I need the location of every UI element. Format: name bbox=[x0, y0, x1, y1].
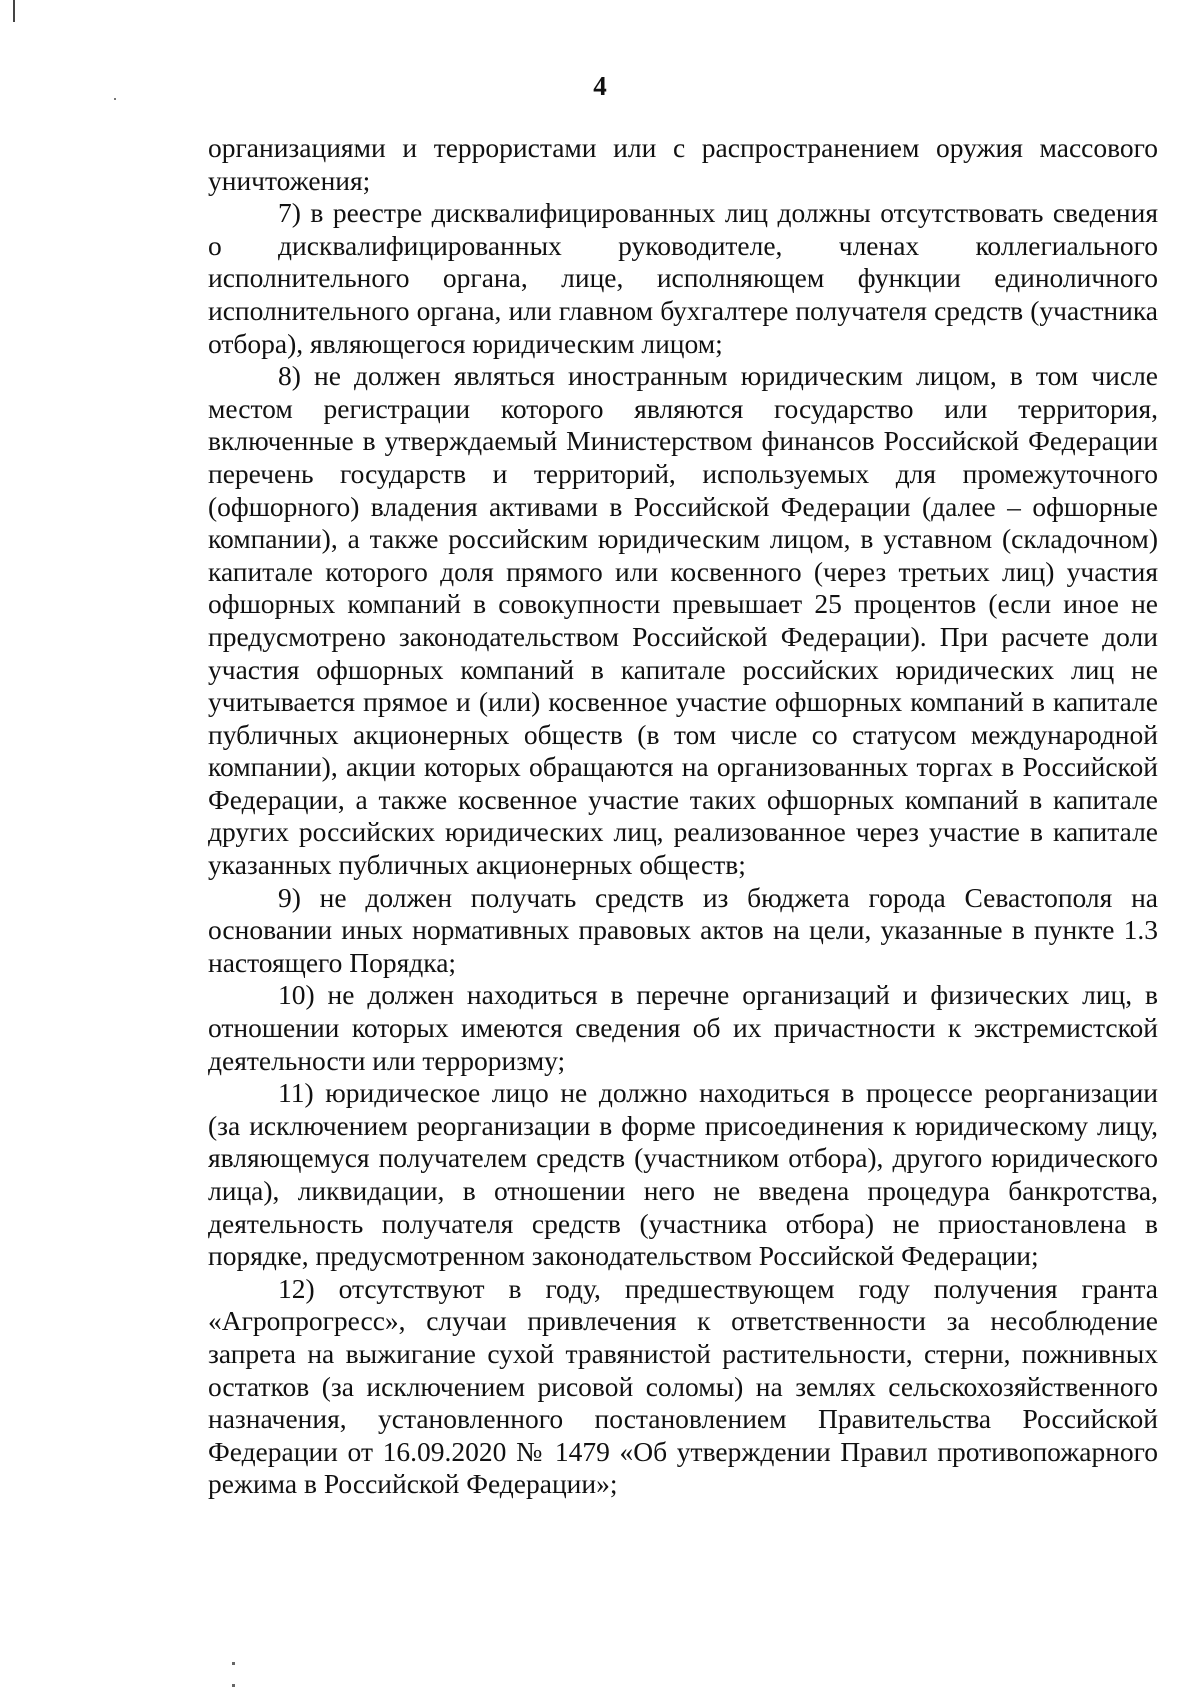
paragraph-item-7: 7) в реестре дисквалифицированных лиц должны отсутствовать сведения о дисквалифицированных руководителе, членах коллегиального исполнительного органа, лице, исполняющем функции единоличного исполнительного органа, или главном бухгалтере получателя средств (участника отбора), являющегося юридическим лицом; bbox=[208, 197, 1158, 359]
paragraph-item-11: 11) юридическое лицо не должно находиться в процессе реорганизации (за исключением реорганизации в форме присоединения к юридическому лицу, являющемуся получателем средств (участником отбора), другого юридического лица), ликвидации, в отношении него не введена процедура банкротства, деятельность получателя средств (участника отбора) не приостановлена в порядке, предусмотренном законодательством Российской Федерации; bbox=[208, 1077, 1158, 1272]
document-body bbox=[208, 132, 1158, 1501]
scan-edge-mark bbox=[13, 0, 15, 22]
scan-speck bbox=[232, 1662, 235, 1665]
scan-speck bbox=[232, 1684, 235, 1687]
paragraph-item-12: 12) отсутствуют в году, предшествующем году получения гранта «Агропрогресс», случаи привлечения к ответственности за несоблюдение запрета на выжигание сухой травянистой растительности, стерни, пожнивных остатков (за исключением рисовой соломы) на землях сельскохозяйственного назначения, установленного постановлением Правительства Российской Федерации от 16.09.2020 № 1479 «Об утверждении Правил противопожарного режима в Российской Федерации»; bbox=[208, 1272, 1158, 1500]
paragraph-item-8: 8) не должен являться иностранным юридическим лицом, в том числе местом регистрации которого являются государство или территория, включенные в утверждаемый Министерством финансов Российской Федерации перечень государств и территорий, используемых для промежуточного (офшорного) владения активами в Российской Федерации (далее – офшорные компании), а также российским юридическим лицом, в уставном (складочном) капитале которого доля прямого или косвенного (через третьих лиц) участия офшорных компаний в совокупности превышает 25 процентов (если иное не предусмотрено законодательством Российской Федерации). При расчете доли участия офшорных компаний в капитале российских юридических лиц не учитывается прямое и (или) косвенное участие офшорных компаний в капитале публичных акционерных обществ (в том числе со статусом международной компании), акции которых обращаются на организованных торгах в Российской Федерации, а также косвенное участие таких офшорных компаний в капитале других российских юридических лиц, реализованное через участие в капитале указанных публичных акционерных обществ; bbox=[208, 360, 1158, 881]
paragraph-item-10: 10) не должен находиться в перечне организаций и физических лиц, в отношении которых имеются сведения об их причастности к экстремистской деятельности или терроризму; bbox=[208, 979, 1158, 1076]
page-number: 4 bbox=[593, 71, 607, 101]
paragraph-item-9: 9) не должен получать средств из бюджета города Севастополя на основании иных нормативных правовых актов на цели, указанные в пункте 1.3 настоящего Порядка; bbox=[208, 881, 1158, 978]
paragraph-continuation: организациями и террористами или с распространением оружия массового уничтожения; bbox=[208, 132, 1158, 196]
